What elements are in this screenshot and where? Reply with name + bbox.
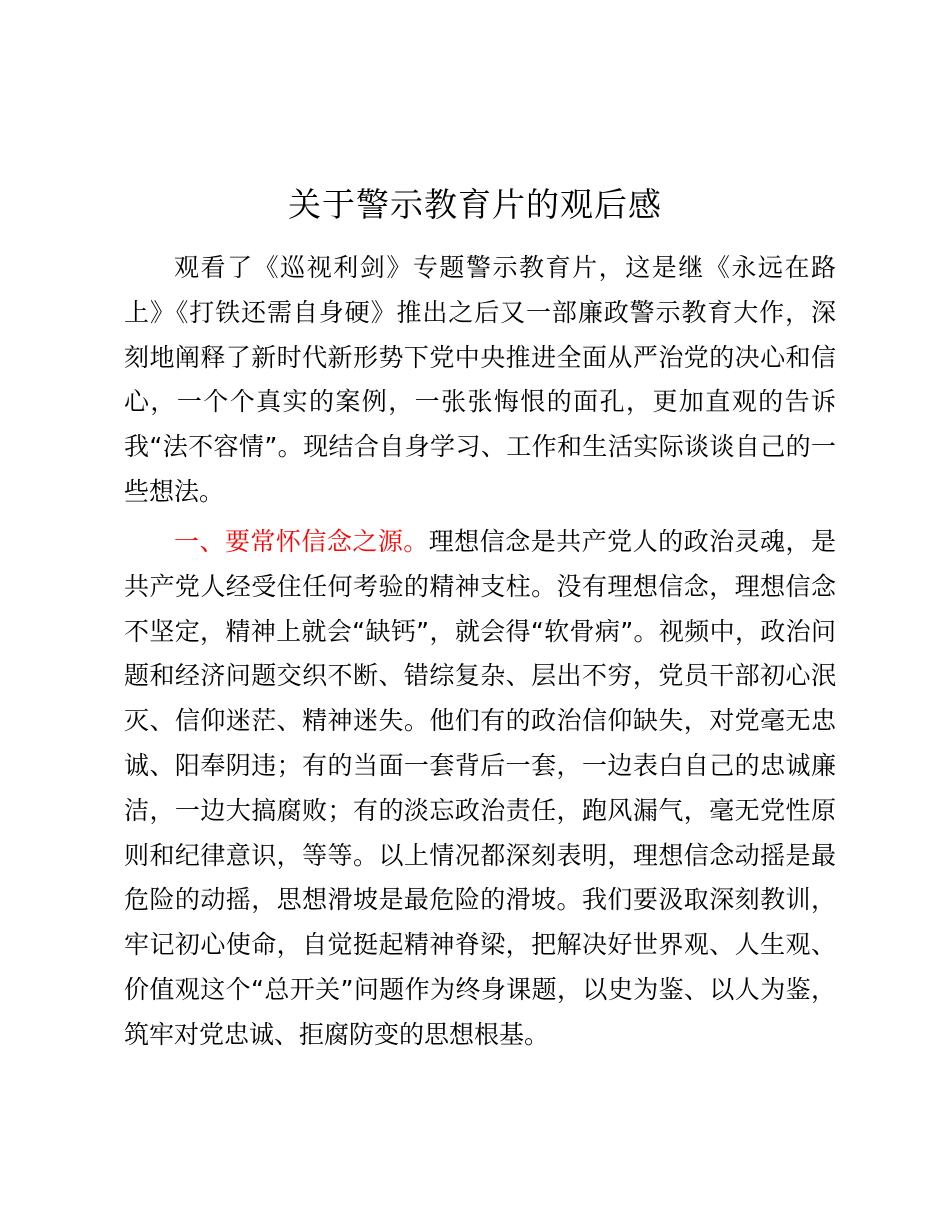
section-one-heading: 一、要常怀信念之源。 (174, 527, 429, 556)
paragraph-section-one (124, 520, 836, 1058)
section-one-body: 理想信念是共产党人的政治灵魂，是共产党人经受住任何考验的精神支柱。没有理想信念，理想信念不坚定，精神上就会“缺钙”，就会得“软骨病”。视频中，政治问题和经济问题交织不断、错综复杂、层出不穷，党员干部初心泯灭、信仰迷茫、精神迷失。他们有的政治信仰缺失，对党毫无忠诚、阳奉阴违；有的当面一套背后一套，一边表白自己的忠诚廉洁，一边大搞腐败；有的淡忘政治责任，跑风漏气，毫无党性原则和纪律意识，等等。以上情况都深刻表明，理想信念动摇是最危险的动摇，思想滑坡是最危险的滑坡。我们要汲取深刻教训，牢记初心使命，自觉挺起精神脊梁，把解决好世界观、人生观、价值观这个“总开关”问题作为终身课题，以史为鉴、以人为鉴，筑牢对党忠诚、拒腐防变的思想根基。 (124, 527, 836, 1049)
paragraph-intro: 观看了《巡视利剑》专题警示教育片，这是继《永远在路上》《打铁还需自身硬》推出之后又一部廉政警示教育大作，深刻地阐释了新时代新形势下党中央推进全面从严治党的决心和信心，一个个真实的案例，一张张悔恨的面孔，更加直观的告诉我“法不容情”。现结合自身学习、工作和生活实际谈谈自己的一些想法。 (124, 253, 836, 506)
document-title: 关于警示教育片的观后感 (288, 185, 662, 224)
